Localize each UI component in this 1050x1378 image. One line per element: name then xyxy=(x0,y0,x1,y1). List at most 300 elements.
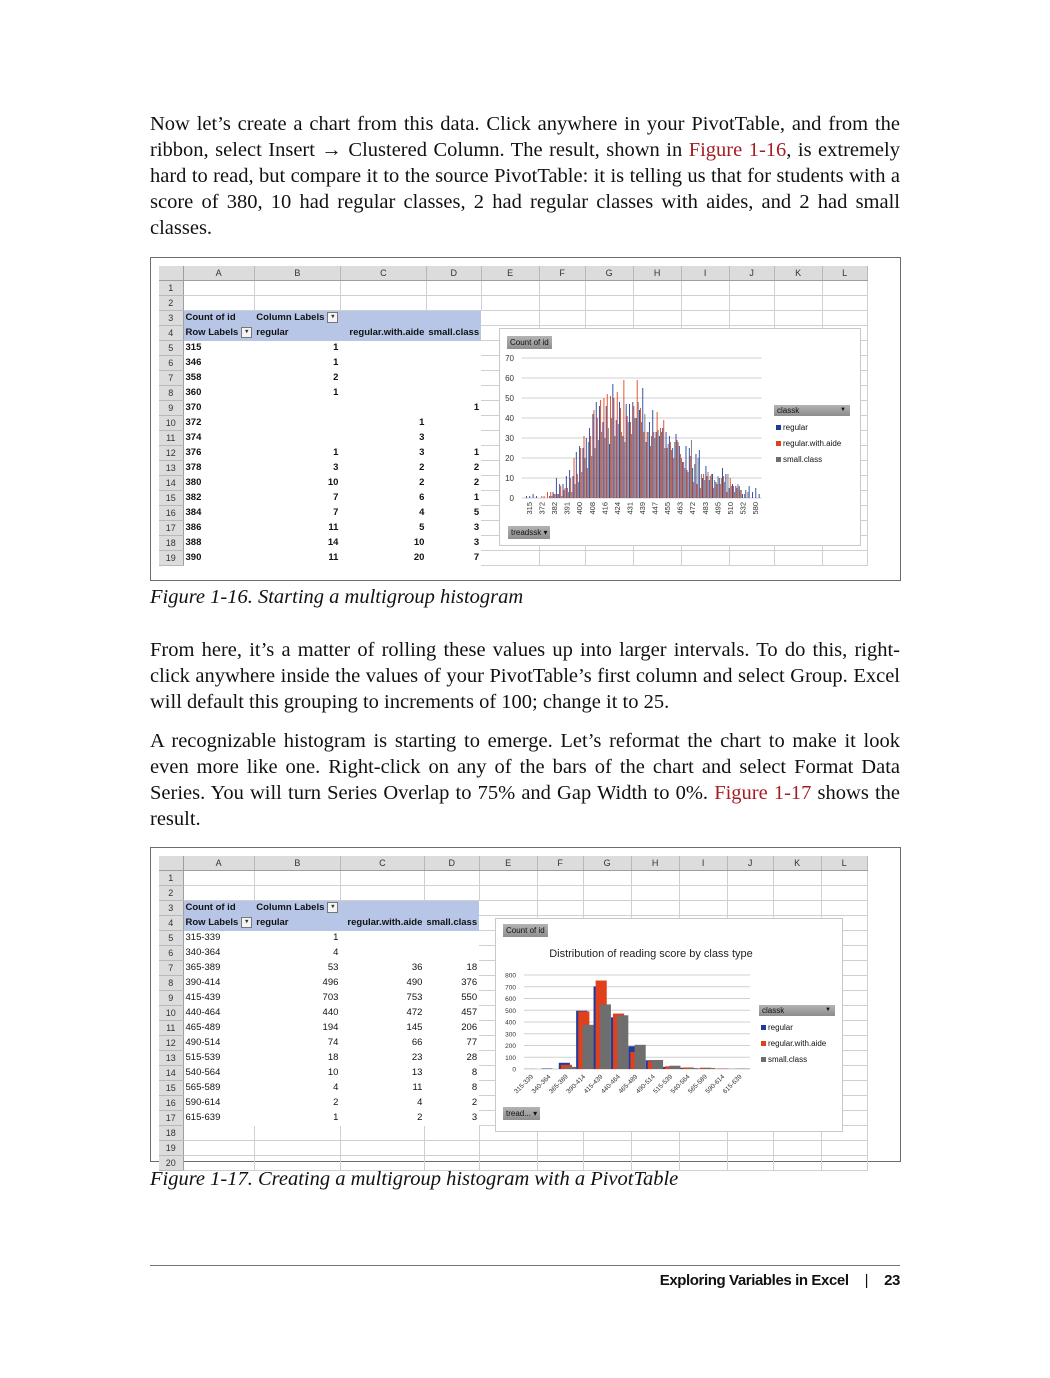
value-cell[interactable] xyxy=(340,401,426,416)
value-cell[interactable]: 3 xyxy=(419,432,425,443)
cell[interactable] xyxy=(681,311,729,326)
pivot-column-header[interactable]: regular xyxy=(254,916,340,931)
cell[interactable] xyxy=(539,551,585,566)
row-label-cell[interactable]: 540-564 xyxy=(185,1067,221,1078)
column-header-e[interactable]: E xyxy=(479,856,537,871)
row-header[interactable]: 15 xyxy=(159,491,183,506)
row-header[interactable]: 16 xyxy=(159,506,183,521)
cell[interactable] xyxy=(774,281,822,296)
value-cell[interactable]: 13 xyxy=(411,1067,423,1078)
cell[interactable] xyxy=(424,886,479,901)
cell[interactable] xyxy=(729,296,774,311)
cell[interactable] xyxy=(481,281,539,296)
row-header[interactable]: 12 xyxy=(159,1036,183,1051)
cell[interactable] xyxy=(821,901,867,916)
cell[interactable] xyxy=(340,281,426,296)
cell[interactable] xyxy=(254,871,340,886)
row-label-cell[interactable]: 340-364 xyxy=(185,947,221,958)
row-label-cell[interactable]: 440-464 xyxy=(185,1007,221,1018)
value-cell[interactable]: 5 xyxy=(473,507,480,518)
row-label-cell[interactable]: 390-414 xyxy=(185,977,221,988)
column-header-f[interactable]: F xyxy=(537,856,583,871)
bar-small-class xyxy=(691,440,692,498)
cell[interactable] xyxy=(633,551,681,566)
cell[interactable] xyxy=(679,871,727,886)
value-cell[interactable]: 3 xyxy=(473,522,480,533)
row-header[interactable]: 7 xyxy=(159,961,183,976)
value-cell[interactable]: 53 xyxy=(327,962,339,973)
row-header[interactable]: 5 xyxy=(159,931,183,946)
cell[interactable] xyxy=(479,886,537,901)
column-header-d[interactable]: D xyxy=(426,266,481,281)
value-cell[interactable]: 4 xyxy=(333,1082,339,1093)
row-label-cell[interactable]: 360 xyxy=(185,387,202,398)
cell[interactable] xyxy=(479,901,537,916)
cell[interactable] xyxy=(821,1141,867,1156)
value-cell[interactable]: 194 xyxy=(322,1022,339,1033)
cell[interactable] xyxy=(822,281,867,296)
cell[interactable] xyxy=(340,871,424,886)
row-label-cell[interactable]: 390 xyxy=(185,552,202,563)
cell[interactable] xyxy=(183,1141,254,1156)
cell[interactable] xyxy=(822,311,867,326)
value-cell[interactable]: 77 xyxy=(466,1037,478,1048)
value-cell[interactable]: 1 xyxy=(333,387,339,398)
cell[interactable] xyxy=(254,296,340,311)
cell[interactable] xyxy=(340,1141,424,1156)
value-cell[interactable]: 4 xyxy=(419,507,425,518)
cell[interactable] xyxy=(773,1141,821,1156)
classk-legend-field-button[interactable] xyxy=(759,1005,835,1016)
cell[interactable] xyxy=(481,296,539,311)
cell[interactable] xyxy=(340,901,424,916)
row-label-cell[interactable]: 365-389 xyxy=(185,962,221,973)
cell[interactable] xyxy=(340,311,426,326)
cell[interactable] xyxy=(537,901,583,916)
count-of-id-field-button[interactable]: Count of id xyxy=(503,924,548,937)
value-cell[interactable]: 1 xyxy=(333,932,339,943)
value-cell[interactable] xyxy=(424,931,479,946)
row-header[interactable]: 4 xyxy=(159,326,183,341)
row-label-cell[interactable]: 565-589 xyxy=(185,1082,221,1093)
value-cell[interactable] xyxy=(426,386,481,401)
row-label-cell[interactable]: 415-439 xyxy=(185,992,221,1003)
cell[interactable] xyxy=(631,901,679,916)
column-header-h[interactable]: H xyxy=(631,856,679,871)
cell[interactable] xyxy=(481,311,539,326)
cell[interactable] xyxy=(821,886,867,901)
pivot-column-header[interactable]: small.class xyxy=(424,916,479,931)
row-label-cell[interactable]: 384 xyxy=(185,507,202,518)
cell[interactable] xyxy=(774,311,822,326)
cell[interactable] xyxy=(426,311,481,326)
value-cell[interactable]: 1 xyxy=(473,402,480,413)
value-cell[interactable]: 36 xyxy=(411,962,423,973)
row-header[interactable]: 18 xyxy=(159,536,183,551)
value-cell[interactable]: 74 xyxy=(327,1037,339,1048)
cell[interactable] xyxy=(773,871,821,886)
column-header-h[interactable]: H xyxy=(633,266,681,281)
cell[interactable] xyxy=(254,1141,340,1156)
value-cell[interactable]: 3 xyxy=(473,537,480,548)
select-all-corner[interactable] xyxy=(159,856,183,871)
row-labels-cell[interactable] xyxy=(183,916,254,931)
value-cell[interactable]: 28 xyxy=(466,1052,478,1063)
value-cell[interactable]: 11 xyxy=(412,1082,423,1093)
cell[interactable] xyxy=(729,311,774,326)
value-cell[interactable]: 11 xyxy=(328,552,339,563)
cell[interactable] xyxy=(479,1141,537,1156)
value-cell[interactable]: 3 xyxy=(419,447,425,458)
row-header[interactable]: 3 xyxy=(159,901,183,916)
row-label-cell[interactable]: 346 xyxy=(185,357,202,368)
value-cell[interactable]: 4 xyxy=(417,1097,423,1108)
cell[interactable] xyxy=(822,551,867,566)
value-cell[interactable]: 2 xyxy=(333,1097,339,1108)
value-cell[interactable]: 18 xyxy=(466,962,478,973)
row-header[interactable]: 15 xyxy=(159,1081,183,1096)
cell[interactable] xyxy=(479,871,537,886)
row-label-cell[interactable]: 465-489 xyxy=(185,1022,221,1033)
cell[interactable] xyxy=(727,1156,773,1171)
value-cell[interactable]: 1 xyxy=(419,417,425,428)
cell[interactable] xyxy=(340,886,424,901)
cell[interactable] xyxy=(583,871,631,886)
row-label-cell[interactable]: 376 xyxy=(185,447,202,458)
row-header[interactable]: 4 xyxy=(159,916,183,931)
cell[interactable] xyxy=(539,281,585,296)
value-cell[interactable]: 490 xyxy=(406,977,423,988)
value-cell[interactable]: 376 xyxy=(461,977,478,988)
cell[interactable] xyxy=(583,1141,631,1156)
value-cell[interactable]: 5 xyxy=(419,522,425,533)
cell[interactable] xyxy=(426,281,481,296)
column-labels-cell[interactable] xyxy=(254,901,340,916)
cell[interactable] xyxy=(537,1141,583,1156)
pivot-column-header[interactable]: regular.with.aide xyxy=(340,326,426,341)
cell[interactable] xyxy=(585,551,633,566)
column-header-a[interactable]: A xyxy=(183,266,254,281)
column-header-g[interactable]: G xyxy=(585,266,633,281)
value-cell[interactable] xyxy=(340,386,426,401)
value-cell[interactable]: 66 xyxy=(411,1037,423,1048)
value-cell[interactable]: 14 xyxy=(327,537,339,548)
column-header-a[interactable]: A xyxy=(183,856,254,871)
cell[interactable] xyxy=(633,296,681,311)
value-cell[interactable]: 1 xyxy=(333,1112,339,1123)
row-header[interactable]: 3 xyxy=(159,311,183,326)
row-header[interactable]: 9 xyxy=(159,401,183,416)
value-cell[interactable]: 145 xyxy=(406,1022,423,1033)
cell[interactable] xyxy=(537,886,583,901)
value-cell[interactable] xyxy=(254,431,340,446)
value-cell[interactable] xyxy=(426,431,481,446)
column-header-c[interactable]: C xyxy=(340,856,424,871)
cell[interactable] xyxy=(585,296,633,311)
cell[interactable] xyxy=(424,871,479,886)
select-all-corner[interactable] xyxy=(159,266,183,281)
column-header-i[interactable]: I xyxy=(681,266,729,281)
value-cell[interactable] xyxy=(424,946,479,961)
cell[interactable] xyxy=(583,886,631,901)
cell[interactable] xyxy=(481,551,539,566)
count-of-id-field-button[interactable]: Count of id xyxy=(507,336,552,349)
row-label-cell[interactable]: 380 xyxy=(185,477,202,488)
value-cell[interactable]: 6 xyxy=(419,492,425,503)
row-header[interactable]: 20 xyxy=(159,1156,183,1171)
cell[interactable] xyxy=(727,901,773,916)
row-label-cell[interactable]: 515-539 xyxy=(185,1052,221,1063)
value-cell[interactable] xyxy=(426,371,481,386)
value-cell[interactable]: 23 xyxy=(411,1052,423,1063)
value-cell[interactable] xyxy=(426,356,481,371)
row-label-cell[interactable]: 378 xyxy=(185,462,202,473)
cell[interactable] xyxy=(631,886,679,901)
chart-fig1[interactable] xyxy=(499,328,861,546)
cell[interactable] xyxy=(539,296,585,311)
cell[interactable] xyxy=(679,1156,727,1171)
filter-dropdown-icon[interactable]: ▾ xyxy=(241,327,252,338)
value-cell[interactable]: 206 xyxy=(461,1022,478,1033)
value-cell[interactable] xyxy=(426,416,481,431)
cell[interactable] xyxy=(727,1141,773,1156)
value-cell[interactable]: 2 xyxy=(417,1112,423,1123)
value-cell[interactable]: 1 xyxy=(333,342,339,353)
value-cell[interactable]: 1 xyxy=(473,492,480,503)
filter-dropdown-icon[interactable]: ▾ xyxy=(327,902,338,913)
treadssk-field-button[interactable] xyxy=(508,526,550,539)
cell[interactable] xyxy=(183,886,254,901)
row-label-cell[interactable]: 315 xyxy=(185,342,202,353)
value-cell[interactable]: 2 xyxy=(419,462,425,473)
row-header[interactable]: 18 xyxy=(159,1126,183,1141)
row-label-cell[interactable]: 615-639 xyxy=(185,1112,221,1123)
row-label-cell[interactable]: 374 xyxy=(185,432,202,443)
cell[interactable] xyxy=(424,901,479,916)
row-header[interactable]: 9 xyxy=(159,991,183,1006)
value-cell[interactable]: 1 xyxy=(473,447,480,458)
row-header[interactable]: 19 xyxy=(159,551,183,566)
column-header-l[interactable]: L xyxy=(822,266,867,281)
cell[interactable] xyxy=(729,551,774,566)
cell[interactable] xyxy=(821,1156,867,1171)
cell[interactable] xyxy=(183,296,254,311)
value-cell[interactable]: 2 xyxy=(471,1097,478,1108)
value-cell[interactable]: 10 xyxy=(413,537,425,548)
value-cell[interactable]: 10 xyxy=(327,477,339,488)
row-header[interactable]: 2 xyxy=(159,296,183,311)
value-cell[interactable]: 1 xyxy=(333,357,339,368)
cell[interactable] xyxy=(821,871,867,886)
row-header[interactable]: 6 xyxy=(159,356,183,371)
cell[interactable] xyxy=(822,296,867,311)
value-cell[interactable]: 7 xyxy=(333,492,339,503)
row-header[interactable]: 1 xyxy=(159,281,183,296)
cell[interactable] xyxy=(585,311,633,326)
value-cell[interactable] xyxy=(340,371,426,386)
row-header[interactable]: 12 xyxy=(159,446,183,461)
value-cell[interactable]: 2 xyxy=(473,462,480,473)
value-cell[interactable]: 457 xyxy=(461,1007,478,1018)
column-header-d[interactable]: D xyxy=(424,856,479,871)
cell[interactable] xyxy=(183,871,254,886)
row-header[interactable]: 13 xyxy=(159,461,183,476)
row-label-cell[interactable]: 490-514 xyxy=(185,1037,221,1048)
value-cell[interactable]: 8 xyxy=(471,1067,478,1078)
value-cell[interactable]: 2 xyxy=(419,477,425,488)
value-cell[interactable]: 7 xyxy=(473,552,480,563)
cell[interactable] xyxy=(633,311,681,326)
cell[interactable] xyxy=(773,886,821,901)
value-cell[interactable]: 3 xyxy=(333,462,339,473)
figure-1-16-link[interactable]: Figure 1-16 xyxy=(688,139,787,161)
cell[interactable] xyxy=(254,886,340,901)
count-of-id-label[interactable]: Count of id xyxy=(183,901,254,916)
row-header[interactable]: 10 xyxy=(159,1006,183,1021)
row-header[interactable]: 14 xyxy=(159,476,183,491)
row-header[interactable]: 10 xyxy=(159,416,183,431)
value-cell[interactable]: 7 xyxy=(333,507,339,518)
value-cell[interactable] xyxy=(426,341,481,356)
cell[interactable] xyxy=(727,871,773,886)
cell[interactable] xyxy=(183,281,254,296)
column-header-f[interactable]: F xyxy=(539,266,585,281)
row-label-cell[interactable]: 386 xyxy=(185,522,202,533)
cell[interactable] xyxy=(681,281,729,296)
cell[interactable] xyxy=(681,296,729,311)
cell[interactable] xyxy=(426,296,481,311)
column-header-i[interactable]: I xyxy=(679,856,727,871)
value-cell[interactable]: 2 xyxy=(333,372,339,383)
cell[interactable] xyxy=(254,1126,340,1141)
cell[interactable] xyxy=(631,871,679,886)
row-label-cell[interactable]: 382 xyxy=(185,492,202,503)
cell[interactable] xyxy=(585,281,633,296)
column-labels-cell[interactable] xyxy=(254,311,340,326)
tread-field-button[interactable] xyxy=(503,1107,540,1120)
row-label-cell[interactable]: 370 xyxy=(185,402,202,413)
classk-legend-field-button[interactable] xyxy=(774,405,850,416)
row-header[interactable]: 8 xyxy=(159,386,183,401)
count-of-id-label[interactable]: Count of id xyxy=(183,311,254,326)
value-cell[interactable]: 10 xyxy=(327,1067,339,1078)
row-header[interactable]: 5 xyxy=(159,341,183,356)
row-header[interactable]: 6 xyxy=(159,946,183,961)
row-header[interactable]: 19 xyxy=(159,1141,183,1156)
value-cell[interactable]: 440 xyxy=(322,1007,339,1018)
value-cell[interactable]: 3 xyxy=(471,1112,478,1123)
row-header[interactable]: 1 xyxy=(159,871,183,886)
value-cell[interactable]: 20 xyxy=(413,552,425,563)
row-header[interactable]: 2 xyxy=(159,886,183,901)
cell[interactable] xyxy=(537,871,583,886)
cell[interactable] xyxy=(633,281,681,296)
cell[interactable] xyxy=(773,901,821,916)
column-header-b[interactable]: B xyxy=(254,266,340,281)
row-label-cell[interactable]: 590-614 xyxy=(185,1097,221,1108)
row-label-cell[interactable]: 358 xyxy=(185,372,202,383)
value-cell[interactable] xyxy=(340,931,424,946)
value-cell[interactable] xyxy=(340,356,426,371)
value-cell[interactable]: 496 xyxy=(322,977,339,988)
row-header[interactable]: 11 xyxy=(159,431,183,446)
cell[interactable] xyxy=(729,281,774,296)
value-cell[interactable]: 8 xyxy=(471,1082,478,1093)
column-header-k[interactable]: K xyxy=(773,856,821,871)
pivot-column-header[interactable]: regular.with.aide xyxy=(340,916,424,931)
cell[interactable] xyxy=(727,886,773,901)
pivot-column-header[interactable]: small.class xyxy=(426,326,481,341)
value-cell[interactable] xyxy=(340,341,426,356)
cell[interactable] xyxy=(679,901,727,916)
figure-1-17-link[interactable]: Figure 1-17 xyxy=(714,782,812,804)
column-header-j[interactable]: J xyxy=(729,266,774,281)
pivot-column-header[interactable]: regular xyxy=(254,326,340,341)
column-header-g[interactable]: G xyxy=(583,856,631,871)
column-header-e[interactable]: E xyxy=(481,266,539,281)
value-cell[interactable] xyxy=(340,946,424,961)
value-cell[interactable]: 11 xyxy=(328,522,339,533)
cell[interactable] xyxy=(583,901,631,916)
chart-fig2[interactable] xyxy=(495,918,843,1132)
column-header-c[interactable]: C xyxy=(340,266,426,281)
cell[interactable] xyxy=(539,311,585,326)
row-header[interactable]: 14 xyxy=(159,1066,183,1081)
filter-dropdown-icon[interactable]: ▾ xyxy=(241,917,252,928)
cell[interactable] xyxy=(340,1126,424,1141)
column-header-b[interactable]: B xyxy=(254,856,340,871)
value-cell[interactable]: 2 xyxy=(473,477,480,488)
row-header[interactable]: 17 xyxy=(159,521,183,536)
row-header[interactable]: 16 xyxy=(159,1096,183,1111)
value-cell[interactable] xyxy=(254,416,340,431)
value-cell[interactable]: 1 xyxy=(333,447,339,458)
cell[interactable] xyxy=(773,1156,821,1171)
cell[interactable] xyxy=(340,296,426,311)
cell[interactable] xyxy=(183,1126,254,1141)
value-cell[interactable]: 18 xyxy=(327,1052,339,1063)
row-label-cell[interactable]: 315-339 xyxy=(185,932,221,943)
cell[interactable] xyxy=(681,551,729,566)
row-label-cell[interactable]: 372 xyxy=(185,417,202,428)
value-cell[interactable]: 703 xyxy=(322,992,339,1003)
value-cell[interactable]: 550 xyxy=(461,992,478,1003)
row-labels-cell[interactable] xyxy=(183,326,254,341)
value-cell[interactable] xyxy=(254,401,340,416)
column-header-l[interactable]: L xyxy=(821,856,867,871)
row-header[interactable]: 11 xyxy=(159,1021,183,1036)
value-cell[interactable]: 4 xyxy=(333,947,339,958)
filter-dropdown-icon[interactable]: ▾ xyxy=(327,312,338,323)
row-label-cell[interactable]: 388 xyxy=(185,537,202,548)
cell[interactable] xyxy=(424,1141,479,1156)
row-header[interactable]: 17 xyxy=(159,1111,183,1126)
row-header[interactable]: 13 xyxy=(159,1051,183,1066)
cell[interactable] xyxy=(631,1141,679,1156)
value-cell[interactable]: 753 xyxy=(406,992,423,1003)
row-header[interactable]: 8 xyxy=(159,976,183,991)
column-header-j[interactable]: J xyxy=(727,856,773,871)
cell[interactable] xyxy=(774,296,822,311)
row-header[interactable]: 7 xyxy=(159,371,183,386)
cell[interactable] xyxy=(774,551,822,566)
value-cell[interactable]: 472 xyxy=(406,1007,423,1018)
cell[interactable] xyxy=(679,886,727,901)
cell[interactable] xyxy=(254,281,340,296)
cell[interactable] xyxy=(424,1126,479,1141)
column-header-k[interactable]: K xyxy=(774,266,822,281)
cell[interactable] xyxy=(679,1141,727,1156)
